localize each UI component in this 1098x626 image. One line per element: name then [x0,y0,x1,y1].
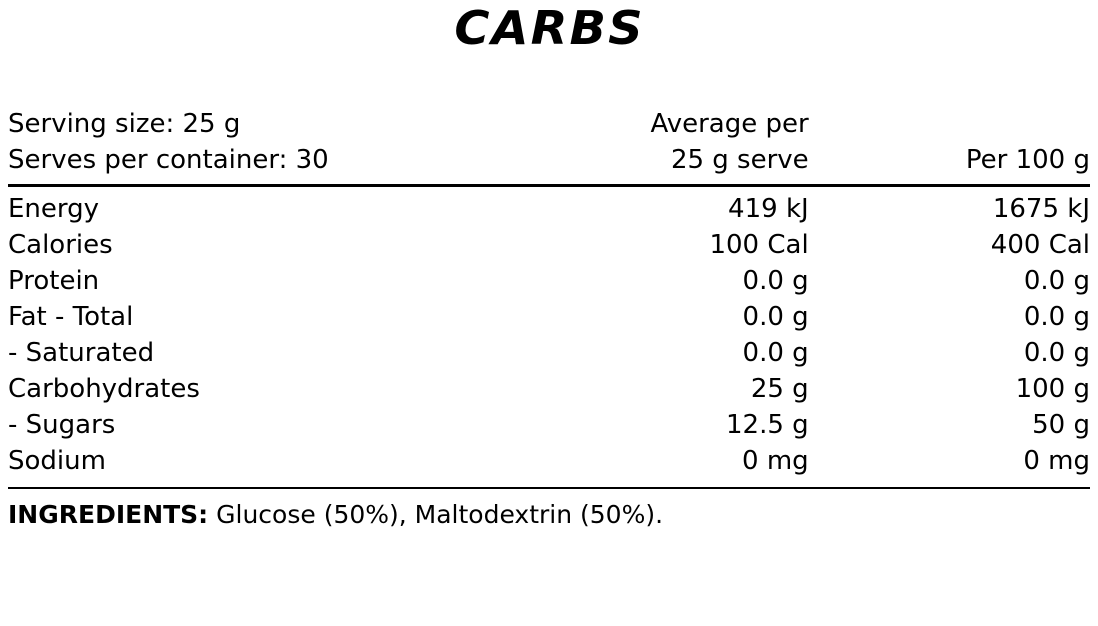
table-header-row-2 [8,142,1090,178]
nutrition-table-body [8,106,1090,178]
row-hundred-value: 100 g [1015,374,1090,404]
table-row [8,407,1090,443]
row-hundred-value: 0.0 g [1023,338,1090,368]
serving-size-label: Serving size: 25 g [8,109,241,139]
row-label: - Sugars [8,410,116,440]
row-serve-value: 12.5 g [726,410,809,440]
row-serve-value: 0.0 g [742,302,809,332]
row-hundred-value: 0.0 g [1023,266,1090,296]
column-header-average-line2: 25 g serve [670,145,809,175]
row-serve-value: 419 kJ [728,194,809,224]
nutrition-values-body [8,191,1090,479]
nutrition-table-wrap [0,106,1098,489]
row-serve-value: 0.0 g [742,338,809,368]
row-hundred-value: 1675 kJ [992,194,1090,224]
page-title: CARBS [453,1,645,55]
nutrition-table [8,106,1090,178]
row-hundred-value: 0.0 g [1023,302,1090,332]
row-label: Energy [8,194,100,224]
row-serve-value: 0 mg [742,446,809,476]
row-label: Fat - Total [8,302,134,332]
row-serve-value: 0.0 g [742,266,809,296]
ingredients-text: Glucose (50%), Maltodextrin (50%). [208,500,664,529]
table-row [8,227,1090,263]
header-divider [8,184,1090,187]
row-serve-value: 100 Cal [709,230,809,260]
row-label: Protein [8,266,100,296]
column-header-average-line1: Average per [650,109,809,139]
row-hundred-value: 400 Cal [990,230,1090,260]
title-banner [0,0,1098,62]
nutrition-values-table [8,191,1090,479]
row-hundred-value: 0 mg [1023,446,1090,476]
table-row [8,335,1090,371]
ingredients-label: INGREDIENTS: [8,500,209,529]
table-row [8,443,1090,479]
row-label: Sodium [8,446,106,476]
column-header-spacer [809,106,1090,142]
table-row [8,191,1090,227]
ingredients-section [0,489,1098,531]
column-header-per-100g: Per 100 g [965,145,1090,175]
serves-per-container-label: Serves per container: 30 [8,145,329,175]
row-label: Calories [8,230,113,260]
row-label: Carbohydrates [8,374,200,404]
row-serve-value: 25 g [750,374,809,404]
table-row [8,263,1090,299]
row-hundred-value: 50 g [1032,410,1090,440]
table-row [8,299,1090,335]
table-header-row-1 [8,106,1090,142]
row-label: - Saturated [8,338,155,368]
table-row [8,371,1090,407]
